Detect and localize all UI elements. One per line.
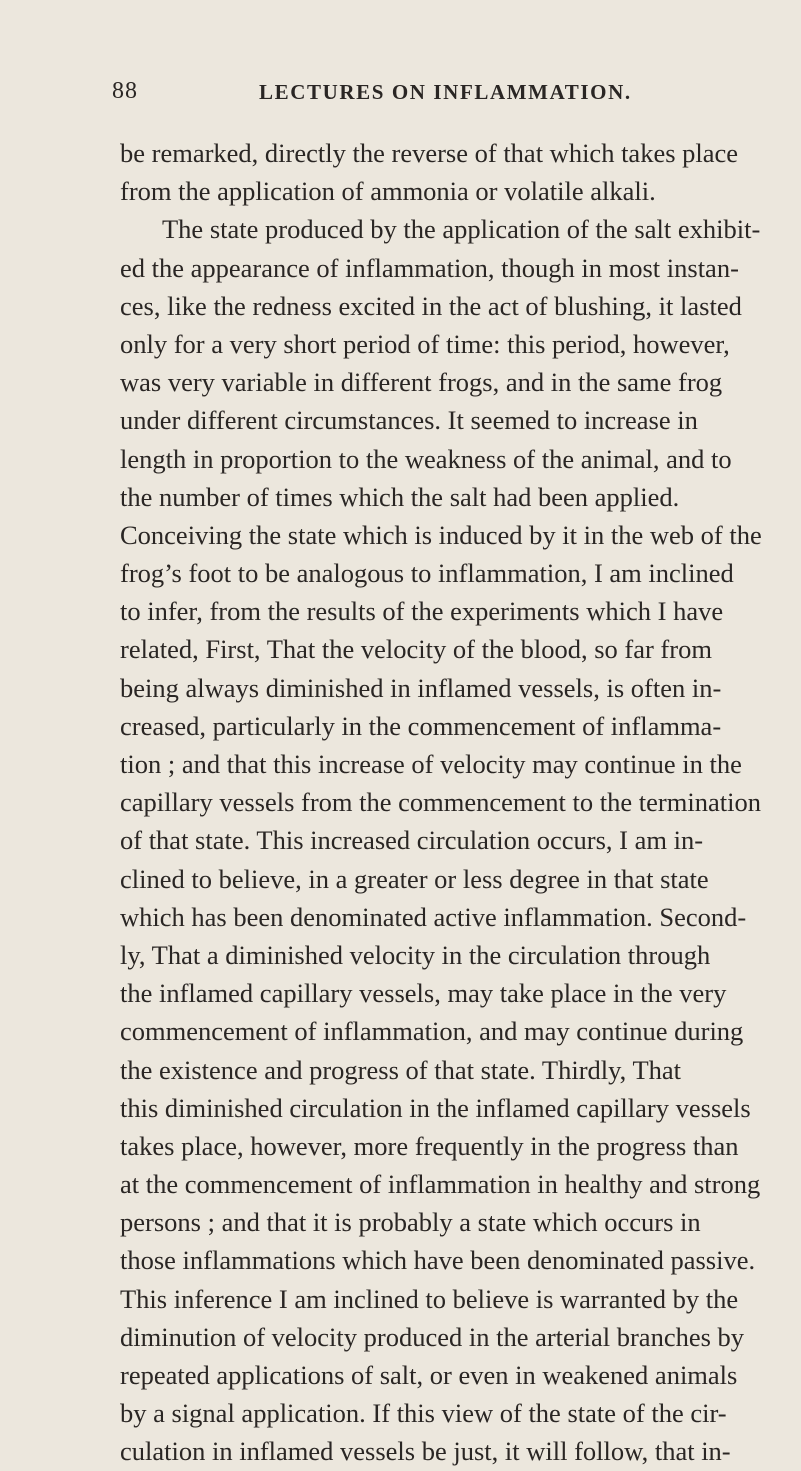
text-line: ed the appearance of inflammation, though in most instan- [120,252,739,283]
text-line: ces, like the redness excited in the act of blushing, it lasted [120,290,742,321]
text-line: persons ; and that it is probably a state which occurs in [120,1207,701,1238]
text-line: commencement of inflammation, and may continue during [120,1016,744,1047]
text-line: being always diminished in inflamed vessels, is often in- [120,672,722,703]
text-line: from the application of ammonia or volatile alkali. [120,176,656,207]
text-line: at the commencement of inflammation in healthy and strong [120,1169,761,1200]
text-line: repeated applications of salt, or even in weakened animals [120,1360,738,1390]
text-line: frog’s foot to be analogous to inflammation, I am inclined [120,558,734,589]
text-line: related, First, That the velocity of the blood, so far from [120,634,712,665]
text-line: capillary vessels from the commencement to the termination [120,787,761,818]
text-line: length in proportion to the weakness of the animal, and to [120,443,732,474]
text-line: the existence and progress of that state. Thirdly, That [120,1054,682,1085]
text-line: those inflammations which have been denominated passive. [120,1245,756,1276]
text-line: takes place, however, more frequently in the progress than [120,1130,739,1161]
text-line: to infer, from the results of the experiments which I have [120,596,724,627]
page-header [0,78,801,114]
page-number: 88 [112,78,138,104]
text-line: by a signal application. If this view of the state of the cir- [120,1398,727,1429]
text-line: creased, particularly in the commencement of inflamma- [120,710,722,741]
text-line: tion ; and that this increase of velocity may continue in the [120,749,742,779]
text-line: only for a very short period of time: this period, however, [120,328,730,359]
text-line: was very variable in different frogs, and in the same frog [120,367,723,398]
body-text [120,134,760,1471]
text-line: be remarked, directly the reverse of that which takes place [120,138,739,168]
paragraph-start-line: The state produced by the application of the salt exhibit- [162,214,761,245]
text-line: this diminished circulation in the inflamed capillary vessels [120,1092,751,1123]
text-line: which has been denominated active inflammation. Second- [120,901,747,932]
text-line: ly, That a diminished velocity in the circulation through [120,939,711,970]
text-line: Conceiving the state which is induced by it in the web of the [120,519,762,550]
text-line: the number of times which the salt had been applied. [120,481,680,512]
text-line: diminution of velocity produced in the arterial branches by [120,1321,745,1352]
text-line: This inference I am inclined to believe is warranted by the [120,1283,739,1314]
text-line: under different circumstances. It seemed to increase in [120,405,698,436]
text-line: the inflamed capillary vessels, may take place in the very [120,978,727,1009]
text-line: of that state. This increased circulation occurs, I am in- [120,825,704,856]
running-title: LECTURES ON INFLAMMATION. [259,80,632,104]
text-line: culation in inflamed vessels be just, it will follow, that in- [120,1436,731,1467]
text-line: clined to believe, in a greater or less degree in that state [120,863,709,894]
